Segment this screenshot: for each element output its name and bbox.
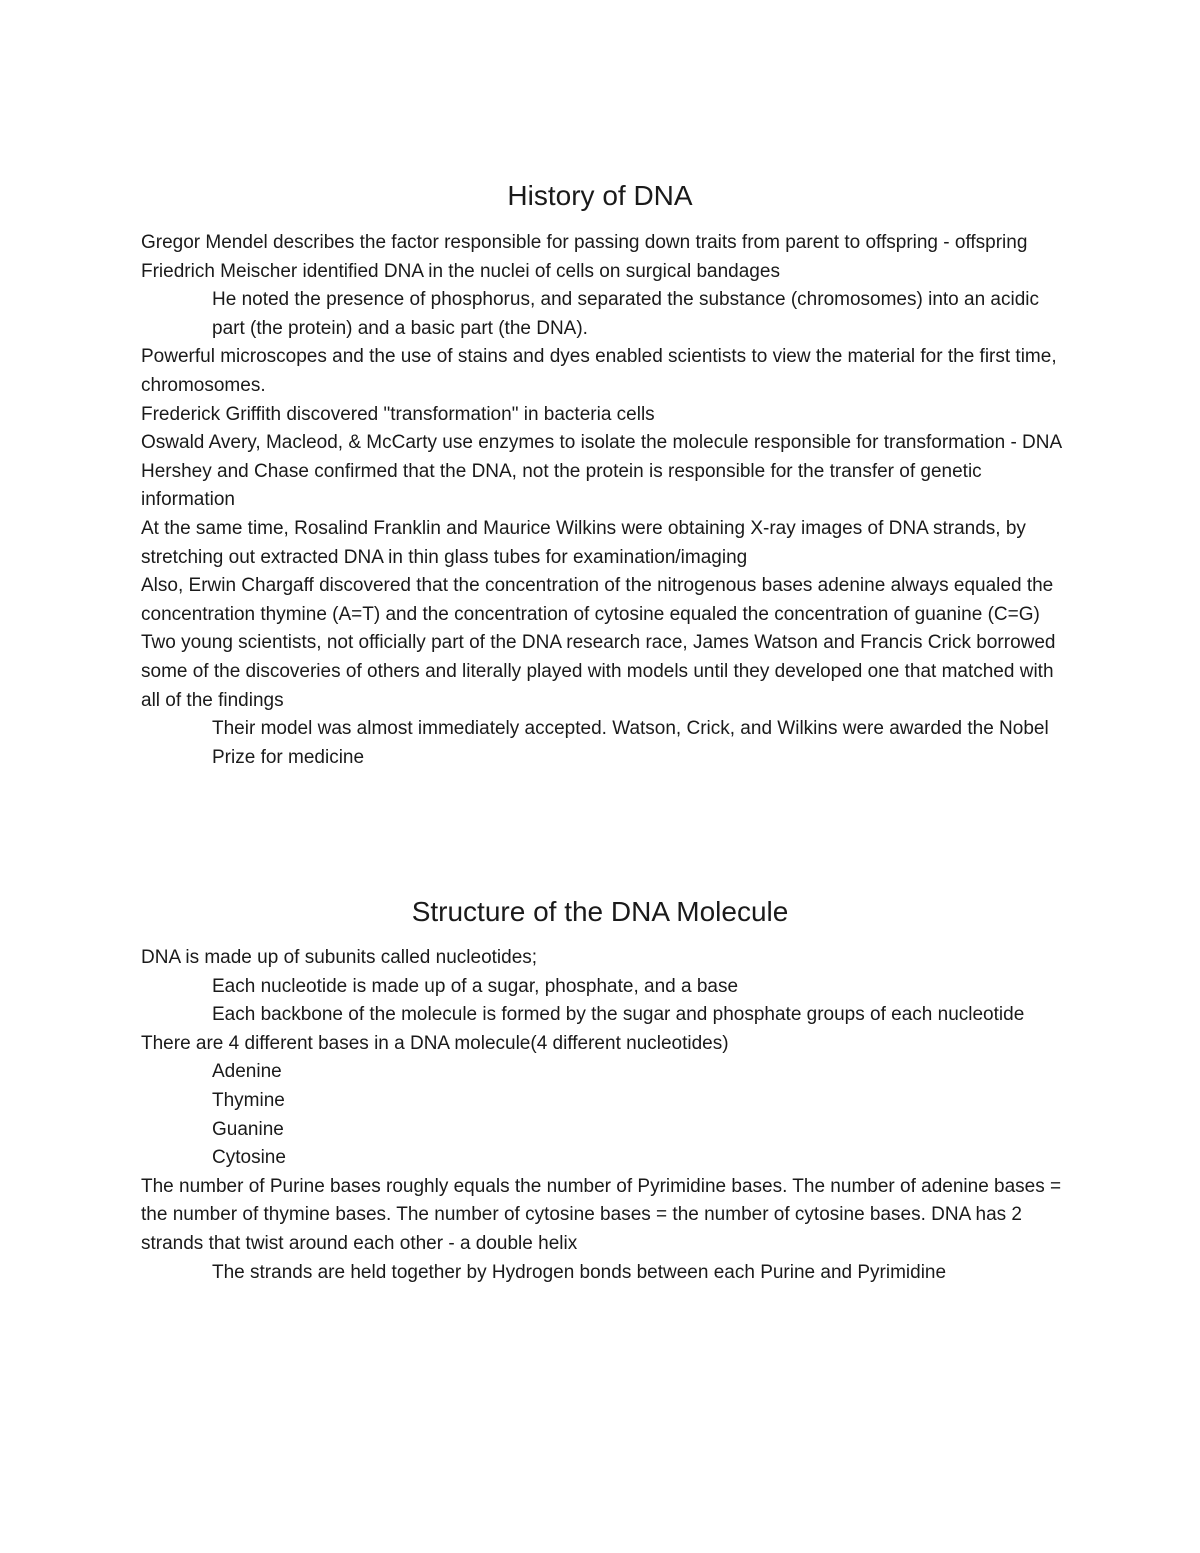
indented-paragraph: Each backbone of the molecule is formed by the sugar and phosphate groups of each nucleotide [212,1004,1025,1026]
indented-paragraph: He noted the presence of phosphorus, and separated the substance (chromosomes) into an acidic part (the protein) and a basic part (the DNA). [212,289,1040,339]
paragraph: Friedrich Meischer identified DNA in the nuclei of cells on surgical bandages [141,260,780,282]
section-heading-history: History of DNA [507,180,693,211]
section-heading-structure: Structure of the DNA Molecule [411,896,789,927]
section-body-structure [141,944,1071,1287]
paragraph: Hershey and Chase confirmed that the DNA, not the protein is responsible for the transfer of genetic information [141,460,982,511]
indented-paragraph: Each nucleotide is made up of a sugar, phosphate, and a base [212,975,739,997]
indented-paragraph: The strands are held together by Hydrogen bonds between each Purine and Pyrimidine [212,1261,947,1283]
indented-paragraph: Their model was almost immediately accepted. Watson, Crick, and Wilkins were awarded the Nobel Prize for medicine [212,718,1049,768]
paragraph: Oswald Avery, Macleod, & McCarty use enzymes to isolate the molecule responsible for transformation - DNA [141,432,1063,454]
paragraph: There are 4 different bases in a DNA molecule(4 different nucleotides) [141,1032,729,1054]
paragraph: Frederick Griffith discovered "transformation" in bacteria cells [141,403,655,425]
paragraph: Powerful microscopes and the use of stains and dyes enabled scientists to view the material for the first time, chromosomes. [141,346,1057,396]
base-list-item: Adenine [212,1061,282,1083]
base-list-item: Thymine [212,1089,285,1111]
base-list-item: Cytosine [212,1147,286,1169]
paragraph: At the same time, Rosalind Franklin and Maurice Wilkins were obtaining X-ray images of DNA strands, by stretching out extracted DNA in thin glass tubes for examination/imaging [141,517,1026,568]
paragraph: Two young scientists, not officially part of the DNA research race, James Watson and Francis Crick borrowed some of the discoveries of others and literally played with models until they developed one that matched with all of the findings [141,632,1056,711]
paragraph: DNA is made up of subunits called nucleotides; [141,947,538,968]
paragraph: The number of Purine bases roughly equals the number of Pyrimidine bases. The number of adenine bases = the number of thymine bases. The number of cytosine bases = the number of cytosine bases. DNA has 2 strands that twist around each other - a double helix [141,1175,1062,1254]
section-body-history [141,229,1071,772]
paragraph: Gregor Mendel describes the factor responsible for passing down traits from parent to offspring - offspring [141,232,1028,253]
paragraph: Also, Erwin Chargaff discovered that the concentration of the nitrogenous bases adenine always equaled the concentration thymine (A=T) and the concentration of cytosine equaled the concentration of guanine (C=G) [141,575,1054,625]
base-list-item: Guanine [212,1118,284,1140]
